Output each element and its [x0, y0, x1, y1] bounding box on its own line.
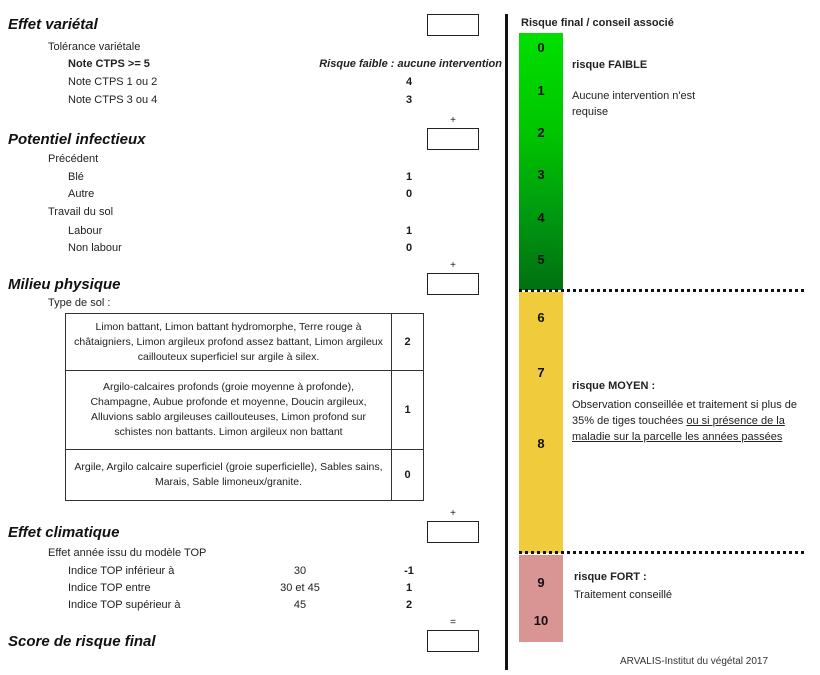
infectious-row-value: 0	[405, 242, 413, 254]
climatic-row-label: Indice TOP inférieur à	[68, 565, 175, 577]
soil-row	[66, 370, 423, 449]
scale-bar-high	[519, 555, 563, 642]
soil-description: Argile, Argilo calcaire superficiel (groie superficielle), Sables sains, Marais, Sable limoneux/granite.	[66, 450, 392, 500]
soil-value: 1	[404, 404, 411, 416]
scale-number: 2	[537, 125, 545, 140]
soil-value: 0	[404, 469, 411, 481]
plus-operator: +	[450, 115, 456, 126]
risk-high-text: Traitement conseillé	[574, 589, 673, 601]
varietal-row-label: Note CTPS 3 ou 4	[68, 94, 158, 106]
scale-number: 6	[537, 310, 545, 325]
dotted-separator-medium-high	[519, 551, 804, 554]
varietal-row-value: 3	[405, 94, 413, 106]
scale-number: 10	[533, 613, 549, 628]
soil-type-table	[65, 313, 424, 501]
score-box-physical[interactable]	[427, 273, 479, 295]
scale-title: Risque final / conseil associé	[521, 17, 674, 29]
climatic-row-value: 2	[405, 599, 413, 611]
plus-operator: +	[450, 260, 456, 271]
physical-subtitle: Type de sol :	[48, 297, 111, 309]
soil-value: 2	[404, 336, 411, 348]
scale-number: 0	[537, 40, 545, 55]
section-title-final: Score de risque final	[8, 633, 156, 650]
varietal-row-value: Risque faible : aucune intervention	[319, 58, 502, 70]
infectious-row-value: 1	[405, 225, 413, 237]
scale-number: 5	[537, 252, 545, 267]
score-box-final[interactable]	[427, 630, 479, 652]
section-title-infectious: Potentiel infectieux	[8, 131, 146, 148]
risk-medium-text-underlined: ou si présence de la maladie sur la parcelle les années passées	[572, 415, 785, 443]
climatic-row-label: Indice TOP supérieur à	[68, 599, 181, 611]
varietal-row-label: Note CTPS 1 ou 2	[68, 76, 158, 88]
varietal-subtitle: Tolérance variétale	[48, 41, 141, 53]
climatic-row-threshold: 30	[293, 565, 307, 577]
scale-number: 3	[537, 167, 545, 182]
scale-number: 4	[537, 210, 545, 225]
risk-medium-title: risque MOYEN :	[572, 380, 656, 392]
equals-operator: =	[450, 617, 456, 628]
vertical-divider	[505, 14, 508, 670]
soil-row	[66, 449, 423, 500]
section-title-varietal: Effet variétal	[8, 16, 98, 33]
infectious-row-value: 0	[405, 188, 413, 200]
risk-low-title: risque FAIBLE	[572, 59, 648, 71]
soil-description: Limon battant, Limon battant hydromorphe, Terre rouge à châtaigniers, Limon argileux profond assez battant, Limon argileux caillouteux superficiel sur argile à silex.	[66, 314, 392, 370]
scale-number: 8	[537, 436, 545, 451]
infectious-group-label: Travail du sol	[48, 206, 114, 218]
section-title-climatic: Effet climatique	[8, 524, 120, 541]
climatic-row-value: 1	[405, 582, 413, 594]
dotted-separator-low-medium	[519, 289, 804, 292]
climatic-row-threshold: 45	[293, 599, 307, 611]
infectious-row-label: Non labour	[68, 242, 122, 254]
risk-medium-text-plain: Observation conseillée et traitement si plus de 35% de tiges touchées	[572, 399, 798, 427]
footer-credit: ARVALIS-Institut du végétal 2017	[620, 656, 769, 667]
infectious-row-value: 1	[405, 171, 413, 183]
risk-medium-text	[572, 397, 812, 445]
score-box-varietal[interactable]	[427, 14, 479, 36]
score-box-infectious[interactable]	[427, 128, 479, 150]
soil-row	[66, 314, 423, 370]
varietal-row-label: Note CTPS >= 5	[68, 58, 150, 70]
varietal-row-value: 4	[405, 76, 413, 88]
scale-number: 9	[537, 575, 545, 590]
section-title-physical: Milieu physique	[8, 276, 121, 293]
risk-low-text: Aucune intervention n'est requise	[572, 90, 696, 118]
scale-bar-medium	[519, 292, 563, 553]
infectious-row-label: Autre	[68, 188, 95, 200]
scale-number: 7	[537, 365, 545, 380]
climatic-subtitle: Effet année issu du modèle TOP	[48, 547, 207, 559]
risk-high-title: risque FORT :	[574, 571, 647, 583]
climatic-row-value: -1	[404, 565, 414, 577]
soil-description: Argilo-calcaires profonds (groie moyenne à profonde), Champagne, Aubue profonde et moyenne, Doucin argileux, Alluvions sablo argileuses caillouteuses, Limon profond sur schistes non battants. Limon argileux non battant	[66, 371, 392, 449]
infectious-row-label: Blé	[68, 171, 84, 183]
climatic-row-label: Indice TOP entre	[68, 582, 151, 594]
scale-number: 1	[537, 83, 545, 98]
infectious-group-label: Précédent	[48, 153, 99, 165]
infectious-row-label: Labour	[68, 225, 103, 237]
plus-operator: +	[450, 508, 456, 519]
score-box-climatic[interactable]	[427, 521, 479, 543]
climatic-row-threshold: 30 et 45	[280, 582, 320, 594]
